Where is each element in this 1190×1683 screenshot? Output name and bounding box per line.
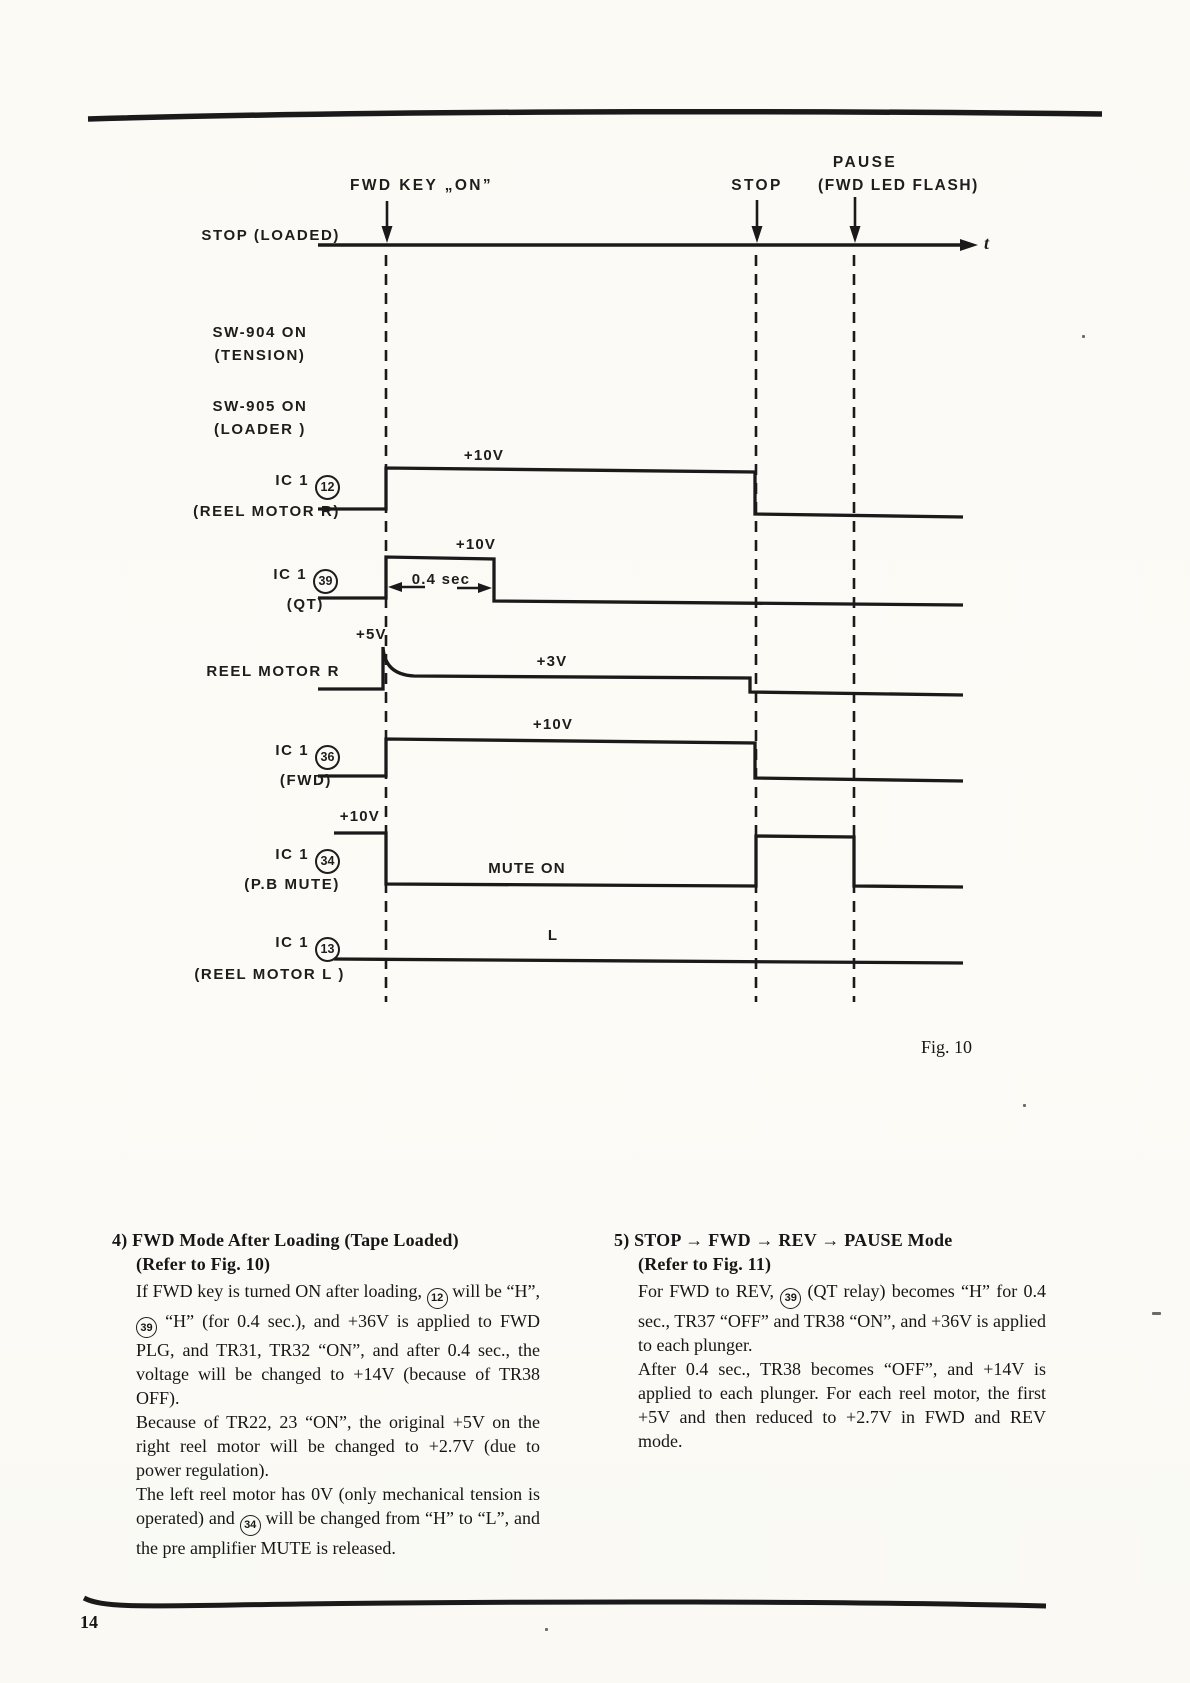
level-label-ic39: +10V [455, 536, 497, 553]
scan-speck [1082, 335, 1085, 338]
waveform-reel-motor-r [318, 647, 963, 695]
row-label-ic39: IC 1 39 [160, 566, 338, 594]
event-label-pause: PAUSE [832, 154, 898, 171]
circled-number-34: 34 [240, 1515, 261, 1536]
level-label-ic36: +10V [532, 716, 574, 733]
state-label-ic34-mute-on: MUTE ON [488, 860, 566, 877]
figure-caption: Fig. 10 [921, 1037, 973, 1057]
waveform-ic34 [334, 833, 963, 887]
peak-label-reel-motor-r: +5V [356, 626, 387, 643]
pause-arrowhead [850, 226, 861, 243]
section5-subheading: (Refer to Fig. 11) [638, 1254, 772, 1274]
row-label-ic39-sub: (QT) [286, 596, 324, 613]
event-label-fwd-key: FWD KEY „ON” [350, 177, 494, 194]
section5-paragraph-2: After 0.4 sec., TR38 becomes “OFF”, and +14V is applied to each plunger. For each reel motor, the first +5V and then reduced to +2.7V in FWD and REV mode. [638, 1358, 1046, 1451]
circled-number-39: 39 [136, 1317, 157, 1338]
row-label-ic34-sub: (P.B MUTE) [244, 876, 340, 893]
waveform-ic12 [318, 468, 963, 517]
row-label-sw904: SW-904 ON [212, 324, 308, 341]
row-label-sw905: SW-905 ON [212, 398, 308, 415]
initial-label-ic34: +10V [339, 808, 380, 825]
event-label-stop: STOP [731, 177, 783, 194]
row-label-ic34: IC 1 34 [160, 846, 340, 874]
section4-paragraph-1: If FWD key is turned ON after loading, 12 will be “H”, 39 “H” (for 0.4 sec.), and +36V is applied to FWD PLG, and TR31, TR32 “ON”, and after 0.4 sec., the voltage will be changed to +14V (because of TR38 OFF). [136, 1281, 540, 1408]
circled-number-12: 12 [315, 475, 340, 500]
circled-number-36: 36 [315, 745, 340, 770]
level-label-ic12: +10V [463, 447, 505, 464]
row-label-ic13: IC 1 13 [160, 934, 340, 962]
section4-heading: 4) FWD Mode After Loading (Tape Loaded) [112, 1230, 459, 1250]
scan-speck [1152, 1312, 1161, 1315]
waveform-ic13 [334, 959, 963, 963]
duration-arrowhead-right [478, 583, 492, 593]
row-label-sw904-sub: (TENSION) [214, 347, 306, 364]
top-rule [88, 112, 1102, 119]
row-label-ic13-sub: (REEL MOTOR L ) [194, 966, 345, 983]
section5-paragraph-1: For FWD to REV, 39 (QT relay) becomes “H” for 0.4 sec., TR37 “OFF” and TR38 “ON”, and +36V is applied to each plunger. [638, 1281, 1046, 1355]
row-label-ic12: IC 1 12 [160, 472, 340, 500]
time-axis-arrowhead [960, 239, 978, 251]
section4-subheading: (Refer to Fig. 10) [136, 1254, 271, 1274]
fwd-key-arrowhead [382, 226, 393, 243]
level-label-reel-motor-r: +3V [536, 653, 568, 670]
circled-number-39: 39 [313, 569, 338, 594]
row-label-ic36: IC 1 36 [160, 742, 340, 770]
row-label-sw905-sub: (LOADER ) [214, 421, 306, 438]
duration-arrowhead-left [388, 582, 402, 592]
circled-number-34: 34 [315, 849, 340, 874]
circled-number-39: 39 [780, 1288, 801, 1309]
section4-paragraph-3: The left reel motor has 0V (only mechanical tension is operated) and 34 will be changed from “H” to “L”, and the pre amplifier MUTE is released. [136, 1484, 541, 1558]
row-label-stop-loaded: STOP (LOADED) [201, 227, 340, 244]
bottom-rule [84, 1598, 1046, 1606]
duration-label-qt: 0.4 sec [411, 571, 471, 588]
section4-body [136, 1279, 540, 1560]
scan-speck [1023, 1104, 1026, 1107]
row-label-reel-motor-r: REEL MOTOR R [206, 663, 340, 680]
scan-speck [545, 1628, 548, 1631]
event-label-pause-sub: (FWD LED FLASH) [818, 177, 979, 194]
section5-heading: 5) STOP → FWD → REV → PAUSE Mode [614, 1230, 953, 1250]
state-label-ic13-low: L [547, 927, 559, 944]
time-axis-label: t [984, 233, 990, 253]
page-number: 14 [80, 1612, 98, 1632]
section5-body [638, 1279, 1046, 1453]
section4-paragraph-2: Because of TR22, 23 “ON”, the original +5V on the right reel motor will be changed to +2.7V (due to power regulation). [136, 1412, 540, 1480]
circled-number-12: 12 [427, 1288, 448, 1309]
stop-arrowhead [752, 226, 763, 243]
row-label-ic36-sub: (FWD) [279, 772, 332, 789]
waveform-ic36 [318, 739, 963, 781]
row-label-ic12-sub: (REEL MOTOR R) [193, 503, 340, 520]
circled-number-13: 13 [315, 937, 340, 962]
